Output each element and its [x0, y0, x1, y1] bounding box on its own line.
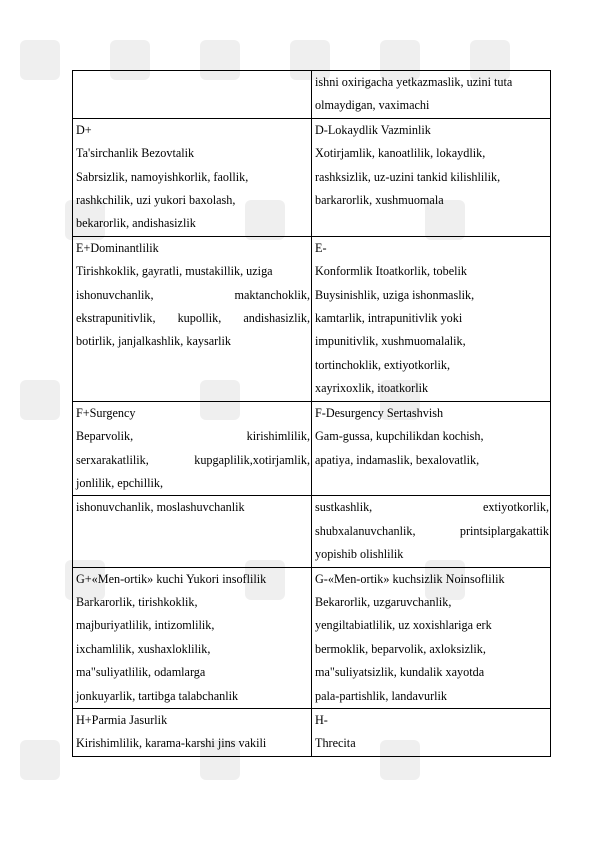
cell-text-line: Sabrsizlik, namoyishkorlik, faollik,	[76, 169, 249, 184]
cell-text-line: ixchamlilik, xushaxloklilik,	[76, 641, 211, 656]
cell-text-line: majburiyatlilik, intizomlilik,	[76, 618, 215, 633]
cell-text-line: H+Parmia Jasurlik	[76, 712, 168, 727]
cell-text-line: sustkashlik, extiyotkorlik,	[315, 500, 549, 515]
table-row	[73, 236, 551, 401]
table-cell-negative	[312, 118, 551, 236]
table-cell-negative	[312, 567, 551, 708]
cell-text-line: tortinchoklik, extiyotkorlik,	[315, 357, 451, 372]
table-cell-positive	[73, 401, 312, 496]
cell-text-line: G+«Men-ortik» kuchi Yukori insoflilik	[76, 571, 267, 586]
table-cell-positive	[73, 236, 312, 401]
table-row	[73, 708, 551, 756]
cell-text-line: serxarakatlilik, kupgaplilik,xotirjamlik,	[76, 452, 310, 467]
cell-text-line: ekstrapunitivlik, kupollik, andishasizlik,	[76, 311, 310, 326]
cell-text-line: olmaydigan, vaximachi	[315, 98, 430, 113]
cell-text-line: Barkarorlik, tirishkoklik,	[76, 594, 198, 609]
cell-text-line: bermoklik, beparvolik, axloksizlik,	[315, 641, 486, 656]
cell-text-line: Tirishkoklik, gayratli, mustakillik, uziga	[76, 264, 273, 279]
table-cell-positive	[73, 496, 312, 567]
cell-text-line: Bekarorlik, uzgaruvchanlik,	[315, 594, 452, 609]
cell-text-line: ishonuvchanlik, moslashuvchanlik	[76, 500, 245, 515]
cell-text-line: barkarorlik, xushmuomala	[315, 193, 444, 208]
cell-text-line: shubxalanuvchanlik, printsiplargakattik	[315, 523, 549, 538]
table-row	[73, 401, 551, 496]
table-cell-negative	[312, 496, 551, 567]
table-cell-positive	[73, 71, 312, 119]
table-cell-positive	[73, 118, 312, 236]
table-row	[73, 118, 551, 236]
table-cell-negative	[312, 71, 551, 119]
cell-text-line: rashkchilik, uzi yukori baxolash,	[76, 193, 236, 208]
table-row	[73, 567, 551, 708]
cell-text-line: D-Lokaydlik Vazminlik	[315, 122, 431, 137]
cell-text-line: D+	[76, 122, 92, 137]
cell-text-line: rashksizlik, uz-uzini tankid kilishlilik,	[315, 169, 501, 184]
cell-text-line: Threcita	[315, 736, 356, 751]
cell-text-line: kamtarlik, intrapunitivlik yoki	[315, 311, 463, 326]
cell-text-line: ishni oxirigacha yetkazmaslik, uzini tuta	[315, 75, 513, 89]
traits-table-body	[73, 71, 551, 757]
table-cell-negative	[312, 708, 551, 756]
cell-text-line: F+Surgency	[76, 405, 136, 420]
cell-text-line: Konformlik Itoatkorlik, tobelik	[315, 264, 467, 279]
table-cell-negative	[312, 401, 551, 496]
cell-text-line: bekarorlik, andishasizlik	[76, 216, 196, 231]
table-cell-positive	[73, 567, 312, 708]
cell-text-line: xayrixoxlik, itoatkorlik	[315, 381, 429, 396]
cell-text-line: ishonuvchanlik, maktanchoklik,	[76, 287, 310, 302]
cell-text-line: Ta'sirchanlik Bezovtalik	[76, 146, 195, 161]
cell-text-line: E+Dominantlilik	[76, 240, 159, 255]
cell-text-line: Xotirjamlik, kanoatlilik, lokaydlik,	[315, 146, 486, 161]
cell-text-line: Beparvolik, kirishimlilik,	[76, 429, 310, 444]
table-cell-negative	[312, 236, 551, 401]
table-row	[73, 496, 551, 567]
cell-text-line: F-Desurgency Sertashvish	[315, 405, 444, 420]
cell-text-line: G-«Men-ortik» kuchsizlik Noinsoflilik	[315, 571, 505, 586]
cell-text-line: ma"suliyatsizlik, kundalik xayotda	[315, 665, 485, 680]
cell-text-line: botirlik, janjalkashlik, kaysarlik	[76, 334, 232, 349]
cell-text-line: yengiltabiatlilik, uz xoxishlariga erk	[315, 618, 492, 633]
cell-text-line: Kirishimlilik, karama-karshi jins vakili	[76, 736, 267, 751]
table-cell-positive	[73, 708, 312, 756]
cell-text-line: jonkuyarlik, tartibga talabchanlik	[76, 688, 239, 703]
cell-text-line: impunitivlik, xushmuomalalik,	[315, 334, 466, 349]
cell-text-line: ma"suliyatlilik, odamlarga	[76, 665, 206, 680]
cell-text-line: E-	[315, 240, 327, 255]
cell-text-line: H-	[315, 712, 328, 727]
cell-text-line: yopishib olishlilik	[315, 547, 404, 562]
cell-text-line: apatiya, indamaslik, bexalovatlik,	[315, 452, 480, 467]
cell-text-line: pala-partishlik, landavurlik	[315, 688, 447, 703]
cell-text-line: jonlilik, epchillik,	[76, 475, 163, 490]
table-row	[73, 71, 551, 119]
traits-table	[72, 70, 551, 757]
cell-text-line: Gam-gussa, kupchilikdan kochish,	[315, 429, 484, 444]
cell-text-line: Buysinishlik, uziga ishonmaslik,	[315, 287, 475, 302]
